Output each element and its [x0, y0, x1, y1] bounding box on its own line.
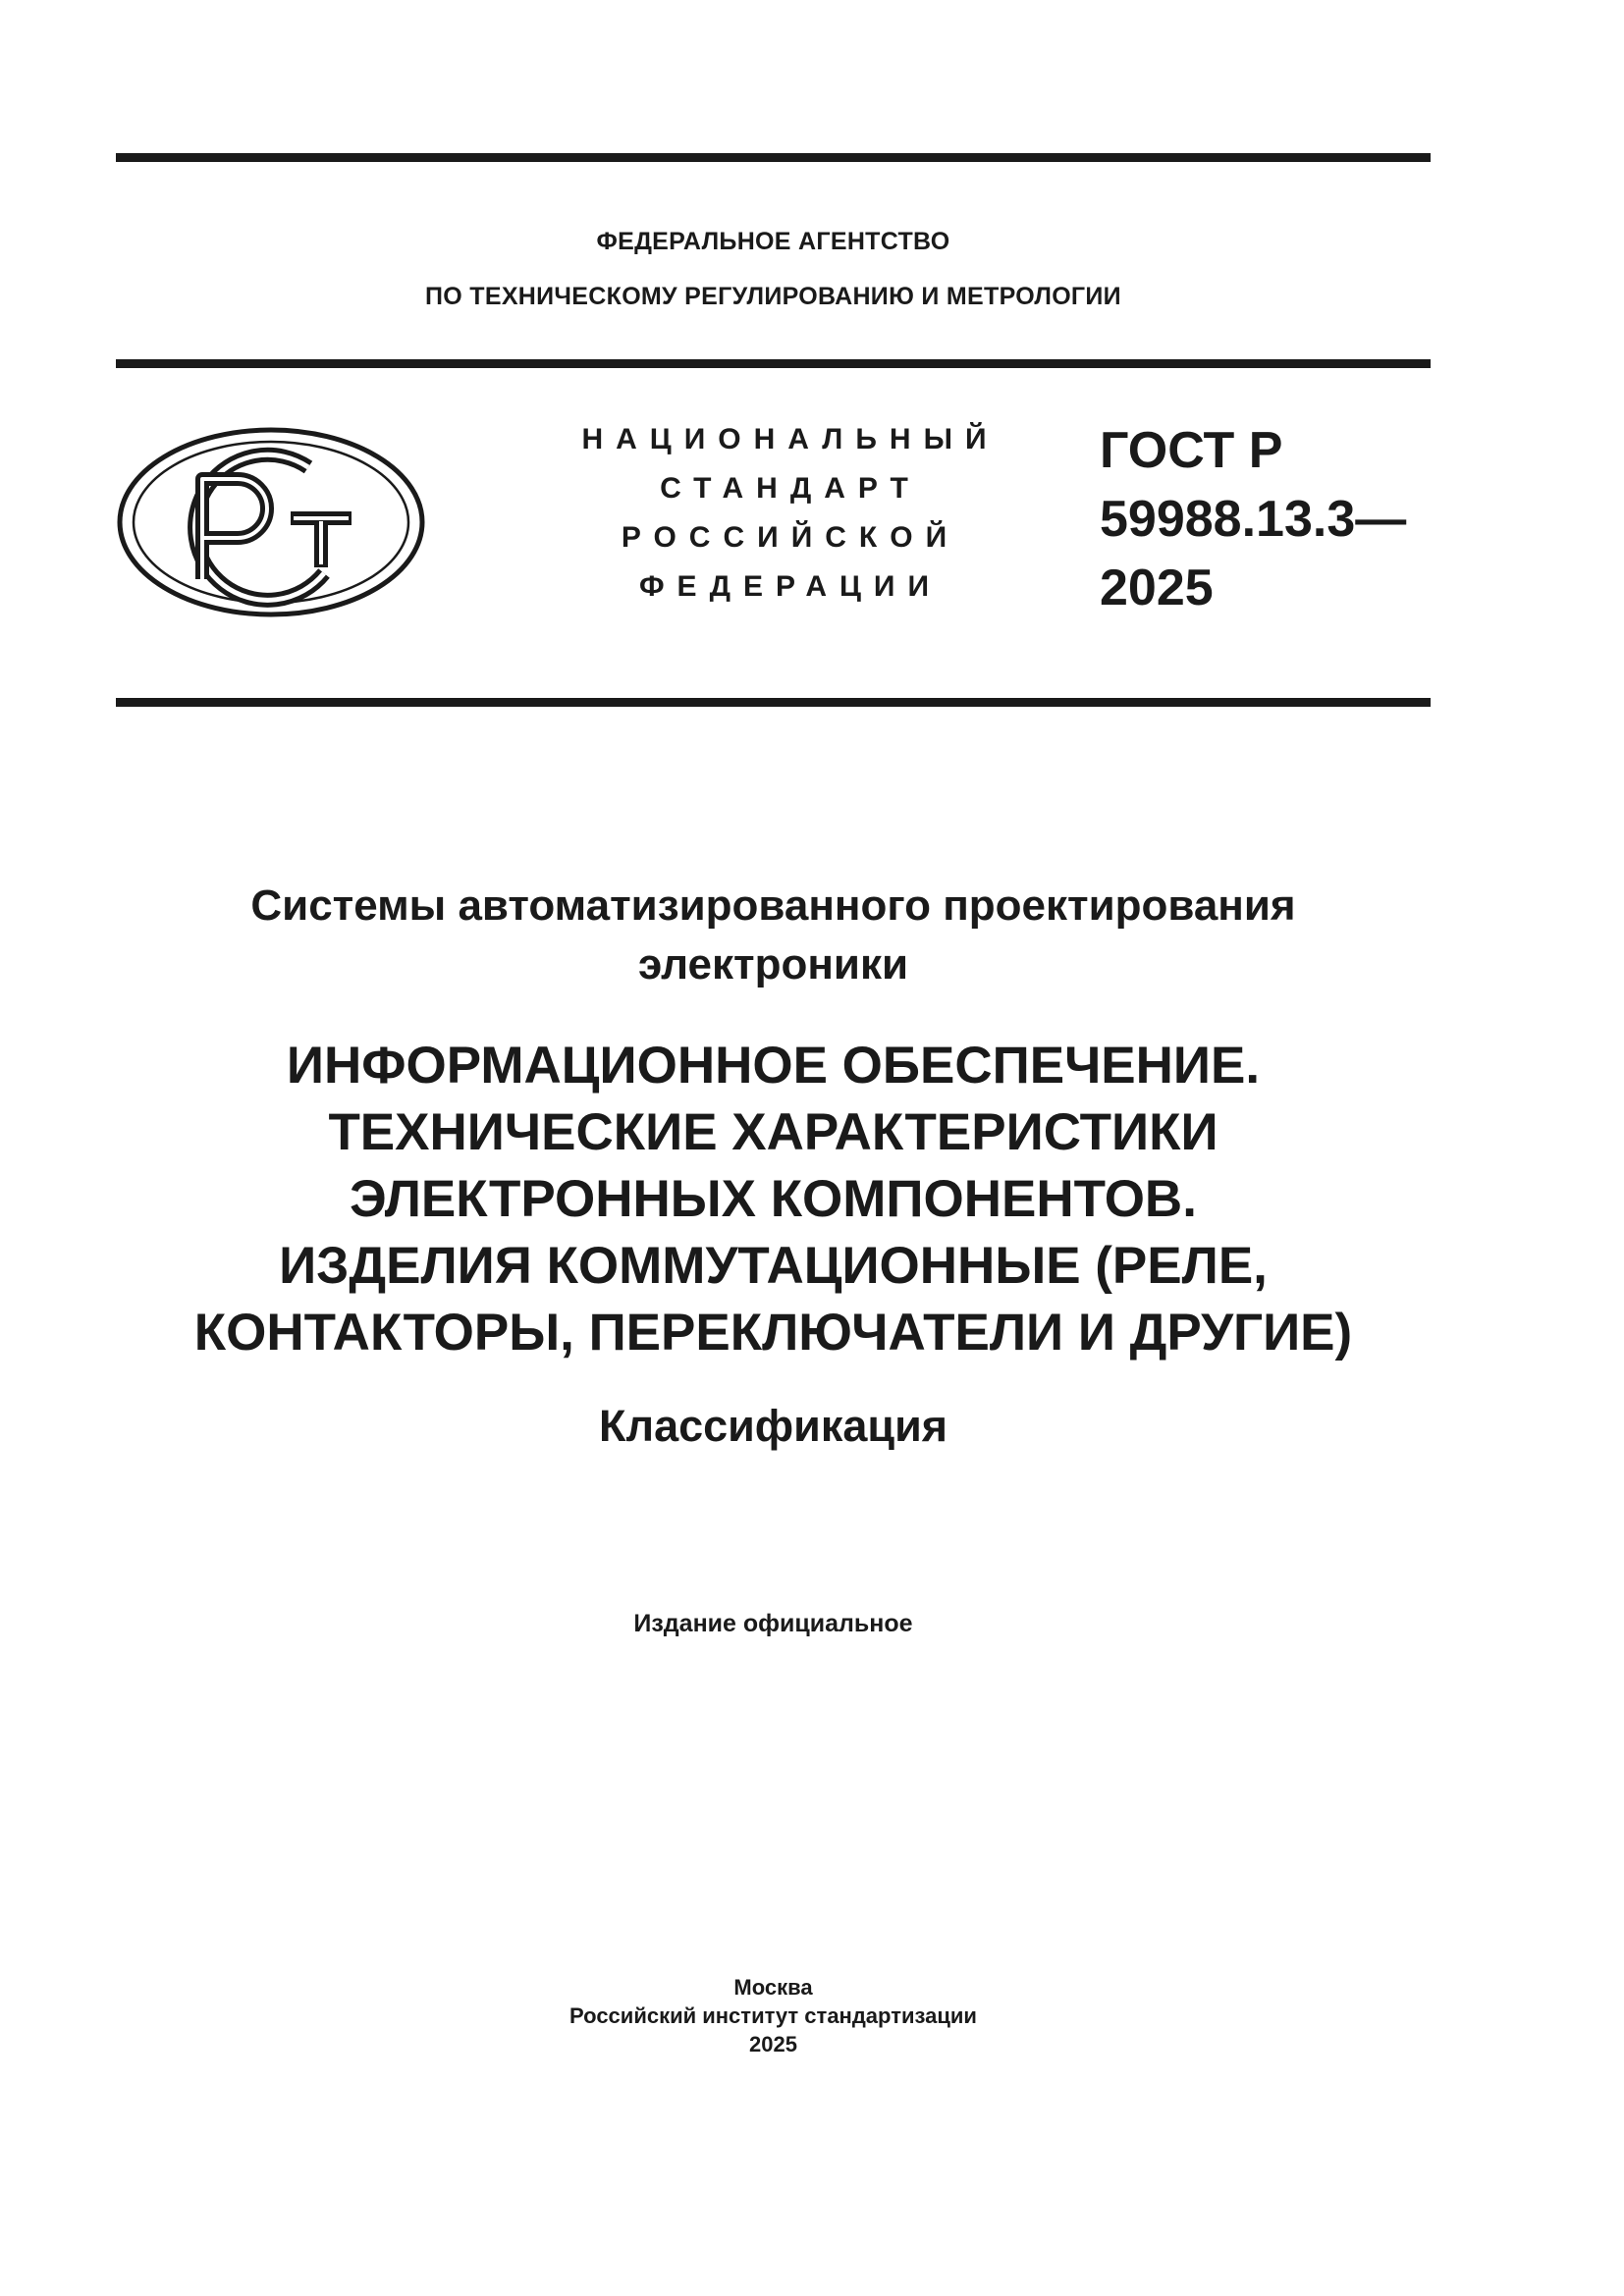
edition-note: Издание официальное: [633, 1610, 913, 1637]
document-title: [116, 1033, 1431, 1366]
national-line-2: СТАНДАРТ: [660, 472, 921, 505]
rst-certification-mark-icon: [116, 424, 430, 620]
standard-rule: [116, 698, 1431, 707]
title-line-2: ТЕХНИЧЕСКИЕ ХАРАКТЕРИСТИКИ: [328, 1103, 1218, 1161]
national-line-4: ФЕДЕРАЦИИ: [638, 570, 943, 603]
gost-line-2: 59988.13.3—: [1100, 491, 1407, 548]
imprint-year: 2025: [749, 2032, 797, 2056]
gost-line-1: ГОСТ Р: [1100, 422, 1283, 479]
national-line-3: РОССИЙСКОЙ: [621, 521, 960, 554]
imprint: [116, 1973, 1431, 2058]
agency-line-2: ПО ТЕХНИЧЕСКОМУ РЕГУЛИРОВАНИЮ И МЕТРОЛОГИИ: [425, 283, 1121, 310]
header-rule: [116, 359, 1431, 368]
title-line-5: КОНТАКТОРЫ, ПЕРЕКЛЮЧАТЕЛИ И ДРУГИЕ): [193, 1304, 1353, 1362]
imprint-publisher: Российский институт стандартизации: [569, 2003, 977, 2028]
subtitle-line-1: Системы автоматизированного проектирования: [250, 881, 1296, 930]
title-line-1: ИНФОРМАЦИОННОЕ ОБЕСПЕЧЕНИЕ.: [286, 1037, 1261, 1095]
subtitle-line-2: электроники: [637, 940, 909, 988]
gost-designation: [1100, 416, 1406, 622]
national-standard-label: [530, 415, 1051, 612]
imprint-city: Москва: [733, 1975, 813, 2000]
agency-name: [116, 214, 1431, 324]
agency-line-1: ФЕДЕРАЛЬНОЕ АГЕНТСТВО: [596, 228, 950, 255]
title-line-3: ЭЛЕКТРОННЫХ КОМПОНЕНТОВ.: [350, 1170, 1197, 1228]
classification-heading: Классификация: [599, 1401, 947, 1451]
document-subtitle: [116, 877, 1431, 994]
title-line-4: ИЗДЕЛИЯ КОММУТАЦИОННЫЕ (РЕЛЕ,: [279, 1237, 1268, 1295]
top-rule: [116, 153, 1431, 162]
national-line-1: НАЦИОНАЛЬНЫЙ: [581, 423, 1000, 455]
gost-line-3: 2025: [1100, 560, 1214, 616]
